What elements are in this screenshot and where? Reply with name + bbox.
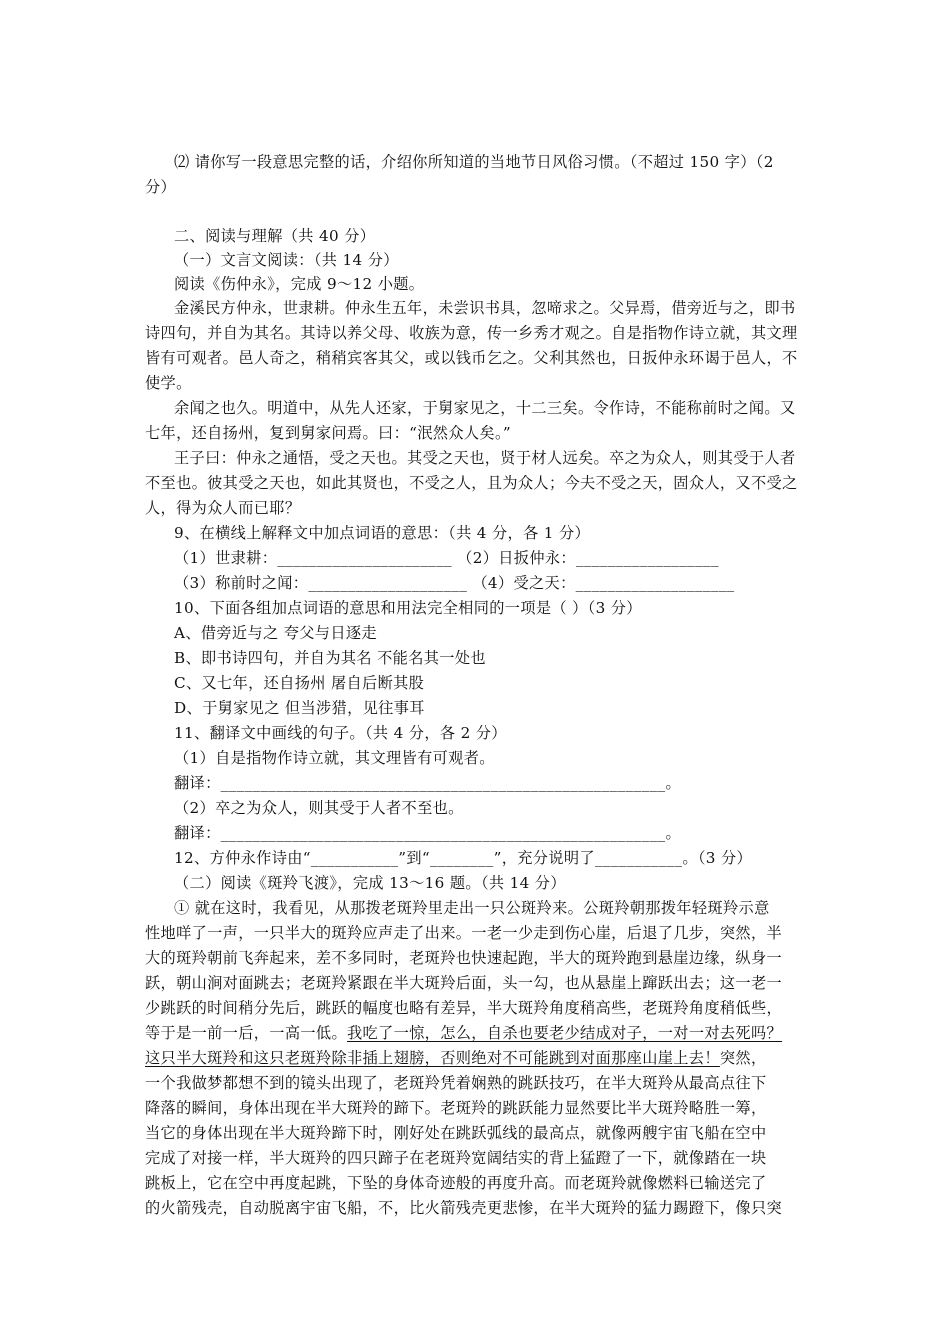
q11-answer2: 翻译：________________________________________________________。 [174,824,681,842]
passage-line: 性地咩了一声，一只半大的斑羚应声走了出来。一老一少走到伤心崖，后退了几步，突然，半 [145,924,783,942]
q2-note-line2: 分） [145,178,177,196]
q2-note-line1: ⑵ 请你写一段意思完整的话，介绍你所知道的当地节日风俗习惯。（不超过 150 字）（2 [174,153,774,171]
q9-stem: 9、在横线上解释文中加点词语的意思：（共 4 分，各 1 分） [174,524,591,542]
q12: 12、方仲永作诗由“___________”到“________”，充分说明了___________。（3 分） [174,849,753,867]
para1-line: 使学。 [145,374,192,392]
passage-line: 完成了对接一样，半大斑羚的四只蹄子在老斑羚宽阔结实的背上猛蹬了一下，就像踏在一块 [145,1149,767,1167]
part2-heading: （二）阅读《斑羚飞渡》，完成 13～16 题。（共 14 分） [174,874,566,892]
part1-heading: （一）文言文阅读：（共 14 分） [174,251,399,269]
q10-stem: 10、下面各组加点词语的意思和用法完全相同的一项是（ ）（3 分） [174,599,642,617]
passage-line: 一个我做梦都想不到的镜头出现了，老斑羚凭着娴熟的跳跃技巧，在半大斑羚从最高点往下 [145,1074,767,1092]
q10-option-a: A、借旁近与之 夸父与日逐走 [174,624,377,642]
underlined-sentence: 我吃了一惊，怎么，自杀也要老少结成对子，一对一对去死吗？ [347,1024,783,1042]
q10-option-b: B、即书诗四句，并自为其名 不能名其一处也 [174,649,486,667]
underlined-sentence: 这只半大斑羚和这只老斑羚除非插上翅膀，否则绝对不可能跳到对面那座山崖上去！ [145,1049,720,1067]
section2-heading: 二、阅读与理解（共 40 分） [174,227,376,245]
passage-line [145,1046,815,1070]
passage-line: 大的斑羚朝前飞奔起来，差不多同时，老斑羚也快速起跑，半大的斑羚跑到悬崖边缘，纵身一 [145,949,783,967]
para3-line: 不至也。彼其受之天也，如此其贤也，不受之人，且为众人；今夫不受之天，固众人，又不受之 [145,474,798,492]
q10-option-d: D、于舅家见之 但当涉猎，见往事耳 [174,699,425,717]
q11-item1: （1）自是指物作诗立就，其文理皆有可观者。 [174,749,495,767]
passage-line: 跳板上，它在空中再度起跳，下坠的身体奇迹般的再度升高。而老斑羚就像燃料已输送完了 [145,1174,767,1192]
q11-answer1: 翻译：________________________________________________________。 [174,774,681,792]
para3-line: 人，得为众人而已耶？ [145,499,301,517]
para2-line: 余闻之也久。明道中，从先人还家，于舅家见之，十二三矣。令作诗，不能称前时之闻。又 [174,399,796,417]
q10-option-c: C、又七年，还自扬州 屠自后断其股 [174,674,425,692]
para3-line: 王子曰：仲永之通悟，受之天也。其受之天也，贤于材人远矣。卒之为众人，则其受于人者 [174,449,796,467]
passage-line [145,1021,815,1045]
passage-plain-text: 等于是一前一后，一高一低。 [145,1024,347,1042]
passage-plain-text: 突然， [719,1049,767,1067]
q9-row1: （1）世隶耕：______________________ （2）日扳仲永：__________________ [174,549,719,567]
para2-line: 七年，还自扬州，复到舅家问焉。曰：“泯然众人矣。” [145,424,511,442]
part1-intro: 阅读《伤仲永》，完成 9～12 小题。 [174,275,425,293]
para1-line: 皆有可观者。邑人奇之，稍稍宾客其父，或以钱币乞之。父利其然也，日扳仲永环谒于邑人，不 [145,349,798,367]
passage-line: 降落的瞬间，身体出现在半大斑羚的蹄下。老斑羚的跳跃能力显然要比半大斑羚略胜一筹， [145,1099,767,1117]
q9-row2: （3）称前时之闻：____________________ （4）受之天：____________________ [174,574,735,592]
para1-line: 诗四句，并自为其名。其诗以养父母、收族为意，传一乡秀才观之。自是指物作诗立就，其文理 [145,324,798,342]
para1-line: 金溪民方仲永，世隶耕。仲永生五年，未尝识书具，忽啼求之。父异焉，借旁近与之，即书 [174,299,796,317]
passage-line: 的火箭残壳，自动脱离宇宙飞船，不，比火箭残壳更悲惨，在半大斑羚的猛力踢蹬下，像只突 [145,1199,783,1217]
q11-stem: 11、翻译文中画线的句子。（共 4 分，各 2 分） [174,724,507,742]
passage-line: 跃，朝山涧对面跳去；老斑羚紧跟在半大斑羚后面，头一勾，也从悬崖上蹿跃出去；这一老一 [145,974,783,992]
q11-item2: （2）卒之为众人，则其受于人者不至也。 [174,799,464,817]
passage-line: 当它的身体出现在半大斑羚蹄下时，刚好处在跳跃弧线的最高点，就像两艘宇宙飞船在空中 [145,1124,767,1142]
passage-line: 少跳跃的时间稍分先后，跳跃的幅度也略有差异，半大斑羚角度稍高些，老斑羚角度稍低些， [145,999,783,1017]
passage-line: ① 就在这时，我看见，从那拨老斑羚里走出一只公斑羚来。公斑羚朝那拨年轻斑羚示意 [174,899,770,917]
